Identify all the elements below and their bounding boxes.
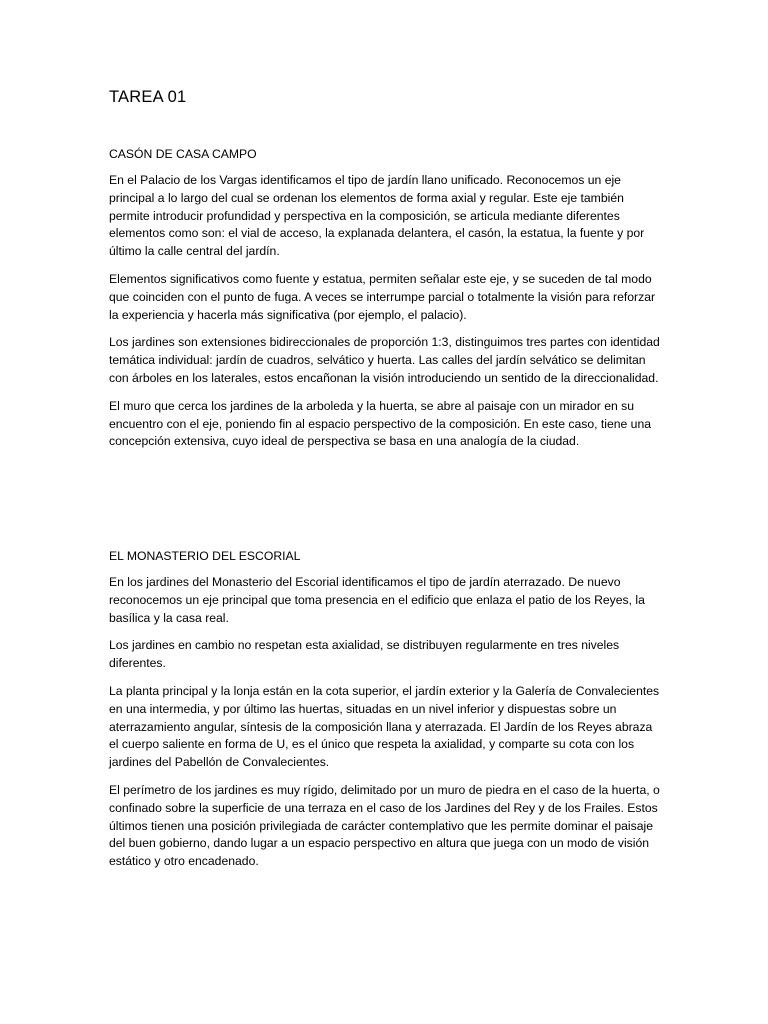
section-heading: CASÓN DE CASA CAMPO xyxy=(109,147,257,161)
section-cason-de-casa-campo xyxy=(109,145,661,461)
paragraph: En el Palacio de los Vargas identificamos el tipo de jardín llano unificado. Reconocemos un eje principal a lo largo del cual se ordenan los elementos de forma axial y regular. Este eje también permite introducir profundidad y perspectiva en la composición, se articula mediante diferentes elementos como son: el vial de acceso, la explanada delantera, el casón, la estatua, la fuente y por último la calle central del jardín. xyxy=(109,173,645,259)
paragraph: El muro que cerca los jardines de la arboleda y la huerta, se abre al paisaje con un mirador en su encuentro con el eje, poniendo fin al espacio perspectivo de la composición. En este caso, tiene una concepción extensiva, cuyo ideal de perspectiva se basa en una analogía de la ciudad. xyxy=(109,398,652,449)
paragraph: Los jardines son extensiones bidireccionales de proporción 1:3, distinguimos tres partes con identidad temática individual: jardín de cuadros, selvático y huerta. Las calles del jardín selvático se delimitan con árboles en los laterales, estos encañonan la visión introduciendo un sentido de la direccionalidad. xyxy=(109,335,660,385)
section-monasterio-del-escorial xyxy=(109,547,661,881)
paragraph: Elementos significativos como fuente y estatua, permiten señalar este eje, y se suceden de tal modo que coinciden con el punto de fuga. A veces se interrumpe parcial o totalmente la visión para reforzar la experiencia y hacerla más significativa (por ejemplo, el palacio). xyxy=(109,271,656,322)
paragraph: El perímetro de los jardines es muy rígido, delimitado por un muro de piedra en el caso de la huerta, o confinado sobre la superficie de una terraza en el caso de los Jardines del Rey y de los Frailes. Estos últimos tienen una posición privilegiada de carácter contemplativo que les permite dominar el paisaje del buen gobierno, dando lugar a un espacio perspectivo en altura que juega con un modo de visión estático y otro encadenado. xyxy=(109,782,660,869)
paragraph: La planta principal y la lonja están en la cota superior, el jardín exterior y la Galería de Convalecientes en una intermedia, y por último las huertas, situadas en un nivel inferior y dispuestas sobre un aterrazamiento angular, síntesis de la composición llana y aterrazada. El Jardín de los Reyes abraza el cuerpo saliente en forma de U, es el único que respeta la axialidad, y comparte su cota con los jardines del Pabellón de Convalecientes. xyxy=(109,683,660,770)
section-heading: EL MONASTERIO DEL ESCORIAL xyxy=(109,549,301,563)
paragraph: Los jardines en cambio no respetan esta axialidad, se distribuyen regularmente en tres niveles diferentes. xyxy=(109,638,620,671)
document-title: TAREA 01 xyxy=(109,88,187,106)
paragraph: En los jardines del Monasterio del Escorial identificamos el tipo de jardín aterrazado. De nuevo reconocemos un eje principal que toma presencia en el edificio que enlaza el patio de los Reyes, la basílica y la casa real. xyxy=(109,575,645,625)
